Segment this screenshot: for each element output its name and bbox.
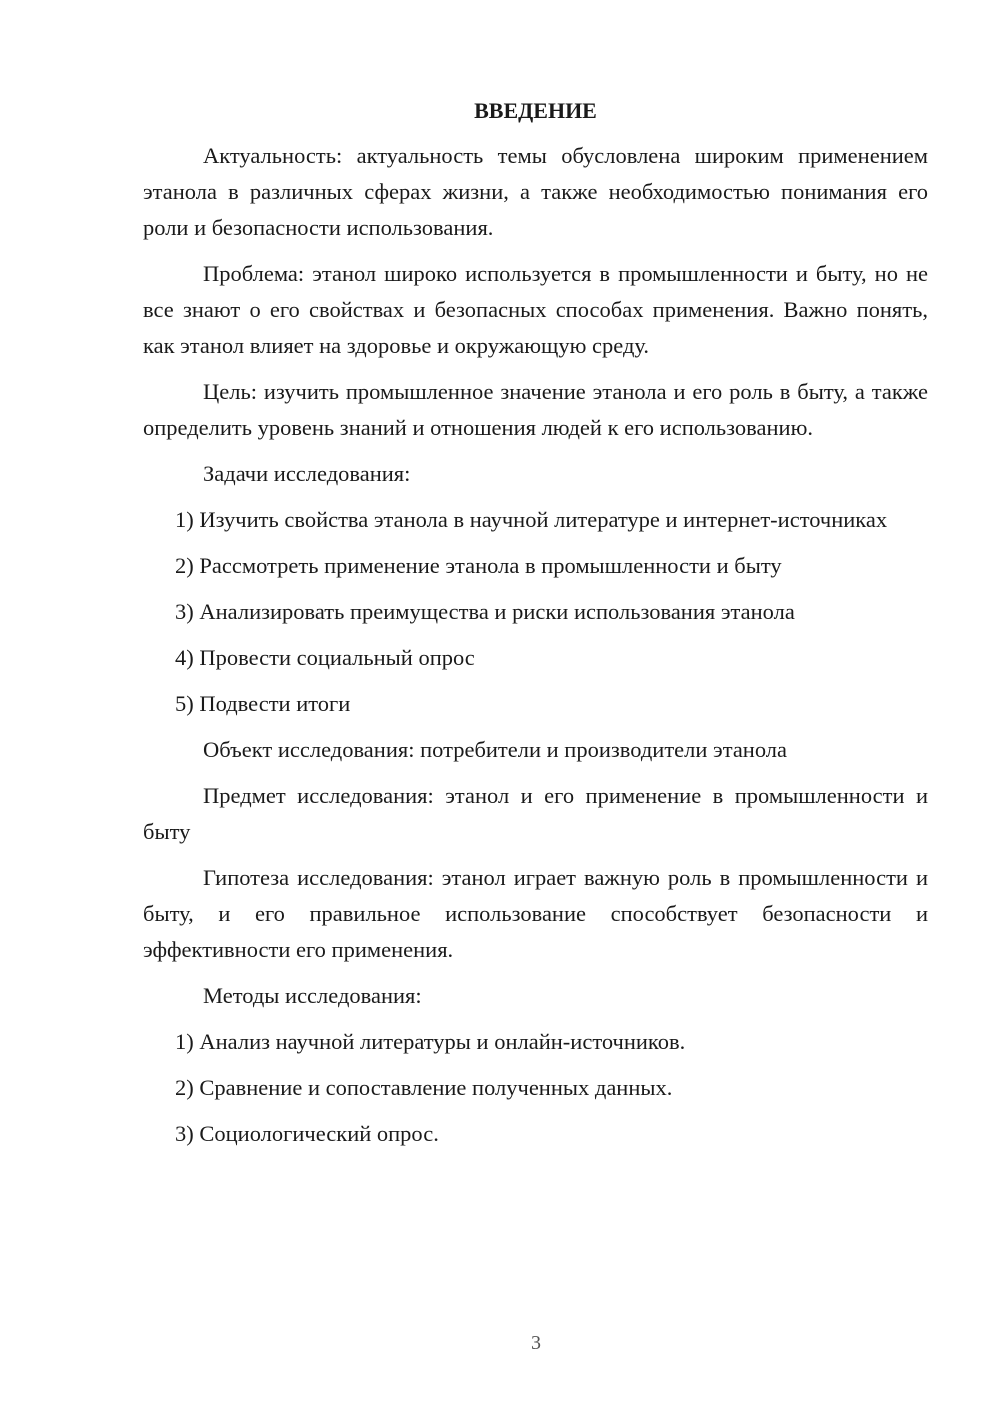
page-content [143,93,928,1162]
task-item-1: 1) Изучить свойства этанола в научной литературе и интернет-источниках [175,507,888,532]
method-item-1: 1) Анализ научной литературы и онлайн-источников. [175,1029,686,1054]
relevance-paragraph: Актуальность: актуальность темы обусловлена широким применением этанола в различных сферах жизни, а также необходимостью понимания его роли и безопасности использования. [143,143,928,240]
task-item-2: 2) Рассмотреть применение этанола в промышленности и быту [175,553,782,578]
page-number: 3 [531,1332,541,1354]
goal-paragraph: Цель: изучить промышленное значение этанола и его роль в быту, а также определить уровень знаний и отношения людей к его использованию. [143,379,928,440]
tasks-heading: Задачи исследования: [203,461,411,486]
task-item-4: 4) Провести социальный опрос [175,645,475,670]
methods-heading: Методы исследования: [203,983,422,1008]
problem-paragraph: Проблема: этанол широко используется в промышленности и быту, но не все знают о его свойствах и безопасных способах применения. Важно понять, как этанол влияет на здоровье и окружающую среду. [143,261,928,358]
object-paragraph: Объект исследования: потребители и производители этанола [203,737,788,762]
subject-paragraph: Предмет исследования: этанол и его применение в промышленности и быту [143,783,928,844]
hypothesis-paragraph: Гипотеза исследования: этанол играет важную роль в промышленности и быту, и его правильное использование способствует безопасности и эффективности его применения. [143,865,928,962]
task-item-3: 3) Анализировать преимущества и риски использования этанола [175,599,795,624]
method-item-2: 2) Сравнение и сопоставление полученных данных. [175,1075,673,1100]
method-item-3: 3) Социологический опрос. [175,1121,439,1146]
task-item-5: 5) Подвести итоги [175,691,351,716]
page-title: ВВЕДЕНИЕ [474,98,597,123]
